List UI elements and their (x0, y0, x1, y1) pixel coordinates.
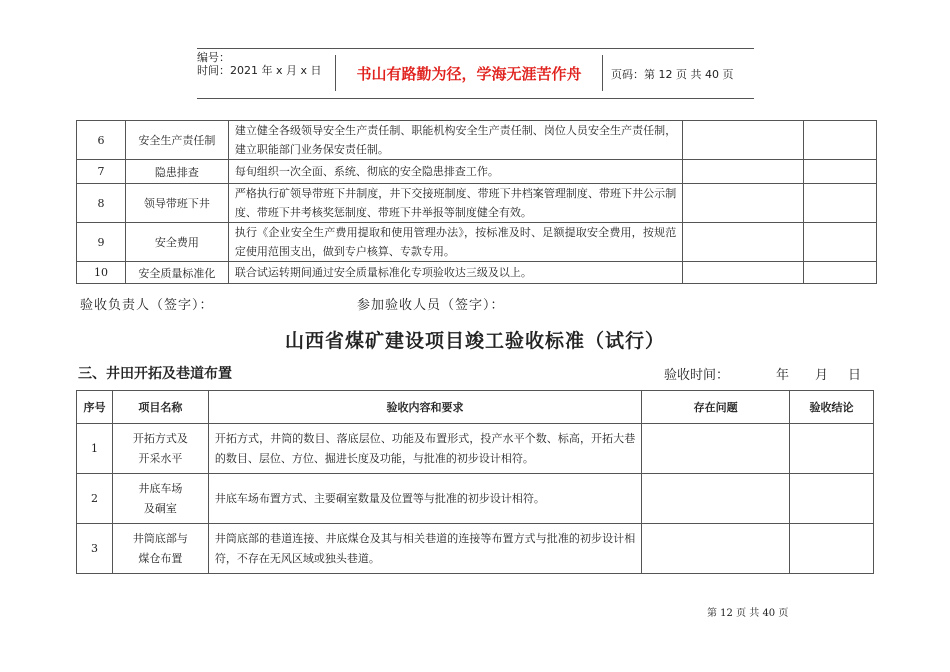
document-title: 山西省煤矿建设项目竣工验收标准（试行） (284, 330, 665, 352)
header-left (197, 49, 335, 100)
page-header (197, 48, 754, 99)
issues-cell (683, 160, 804, 184)
item-name-line1: 井底车场 (138, 481, 183, 495)
page-footer: 第 12 页 共 40 页 (707, 608, 789, 619)
conclusion-cell (790, 474, 874, 524)
item-name: 安全质量标准化 (125, 262, 228, 284)
conclusion-cell (790, 424, 874, 474)
issues-cell (642, 474, 790, 524)
item-content: 井底车场布置方式、主要硐室数量及位置等与批准的初步设计相符。 (208, 474, 641, 524)
table-row (77, 262, 877, 284)
conclusion-cell (790, 524, 874, 574)
section-title: 三、井田开拓及巷道布置 (78, 366, 232, 382)
issues-cell (683, 223, 804, 262)
shaft-development-table (76, 390, 874, 574)
item-content: 井筒底部的巷道连接、井底煤仓及其与相关巷道的连接等布置方式与批准的初步设计相符，不存在无风区域或独头巷道。 (208, 524, 641, 574)
participants-signature-label: 参加验收人员（签字）： (357, 298, 505, 313)
header-page-number: 页码：第 12 页 共 40 页 (611, 67, 734, 81)
conclusion-cell (804, 223, 877, 262)
table-row (77, 121, 877, 160)
item-name (112, 474, 208, 524)
item-name: 安全生产责任制 (125, 121, 228, 160)
item-name: 隐患排查 (125, 160, 228, 184)
item-name-line2: 及硐室 (143, 501, 177, 515)
issues-cell (642, 524, 790, 574)
issues-cell (683, 184, 804, 223)
safety-management-table (76, 120, 877, 284)
item-name-line1: 开拓方式及 (132, 431, 188, 445)
row-number: 2 (77, 474, 113, 524)
item-name: 安全费用 (125, 223, 228, 262)
item-name-line2: 开采水平 (138, 451, 183, 465)
table-row (77, 160, 877, 184)
issues-cell (642, 424, 790, 474)
conclusion-cell (804, 262, 877, 284)
row-number: 9 (77, 223, 126, 262)
header-issues: 存在问题 (642, 391, 790, 424)
date-month: 月 (815, 368, 829, 383)
issues-cell (683, 121, 804, 160)
leader-signature-label: 验收负责人（签字）： (80, 298, 214, 313)
header-conclusion: 验收结论 (790, 391, 874, 424)
item-name-line1: 井筒底部与 (132, 531, 188, 545)
header-content: 验收内容和要求 (208, 391, 641, 424)
table-row (77, 424, 874, 474)
header-num: 序号 (77, 391, 113, 424)
conclusion-cell (804, 121, 877, 160)
row-number: 1 (77, 424, 113, 474)
item-content: 开拓方式，井筒的数目、落底层位、功能及布置形式，投产水平个数、标高，开拓大巷的数目、层位、方位、掘进长度及功能，与批准的初步设计相符。 (208, 424, 641, 474)
row-number: 6 (77, 121, 126, 160)
item-name-line2: 煤仓布置 (138, 551, 183, 565)
issues-cell (683, 262, 804, 284)
table-row (77, 184, 877, 223)
document-number-label: 编号： (197, 51, 230, 64)
date-year: 年 (776, 368, 790, 383)
table-row (77, 474, 874, 524)
item-content: 每旬组织一次全面、系统、彻底的安全隐患排查工作。 (228, 160, 682, 184)
item-content: 严格执行矿领导带班下井制度，井下交接班制度、带班下井档案管理制度、带班下井公示制度、带班下井考核奖惩制度、带班下井举报等制度健全有效。 (228, 184, 682, 223)
row-number: 7 (77, 160, 126, 184)
item-name (112, 524, 208, 574)
row-number: 10 (77, 262, 126, 284)
item-content: 执行《企业安全生产费用提取和使用管理办法》，按标准及时、足额提取安全费用，按规范定使用范围支出，做到专户核算、专款专用。 (228, 223, 682, 262)
conclusion-cell (804, 184, 877, 223)
item-content: 联合试运转期间通过安全质量标准化专项验收达三级及以上。 (228, 262, 682, 284)
date-day: 日 (848, 368, 862, 383)
table-header-row (77, 391, 874, 424)
item-name: 领导带班下井 (125, 184, 228, 223)
item-name (112, 424, 208, 474)
table-row (77, 223, 877, 262)
table-row (77, 524, 874, 574)
row-number: 3 (77, 524, 113, 574)
item-content: 建立健全各级领导安全生产责任制、职能机构安全生产责任制、岗位人员安全生产责任制，建立职能部门业务保安责任制。 (228, 121, 682, 160)
document-date: 时间：2021 年 x 月 x 日 (197, 64, 322, 77)
header-motto: 书山有路勤为径，学海无涯苦作舟 (335, 55, 603, 91)
conclusion-cell (804, 160, 877, 184)
header-name: 项目名称 (112, 391, 208, 424)
acceptance-date-label: 验收时间： (664, 368, 730, 383)
row-number: 8 (77, 184, 126, 223)
